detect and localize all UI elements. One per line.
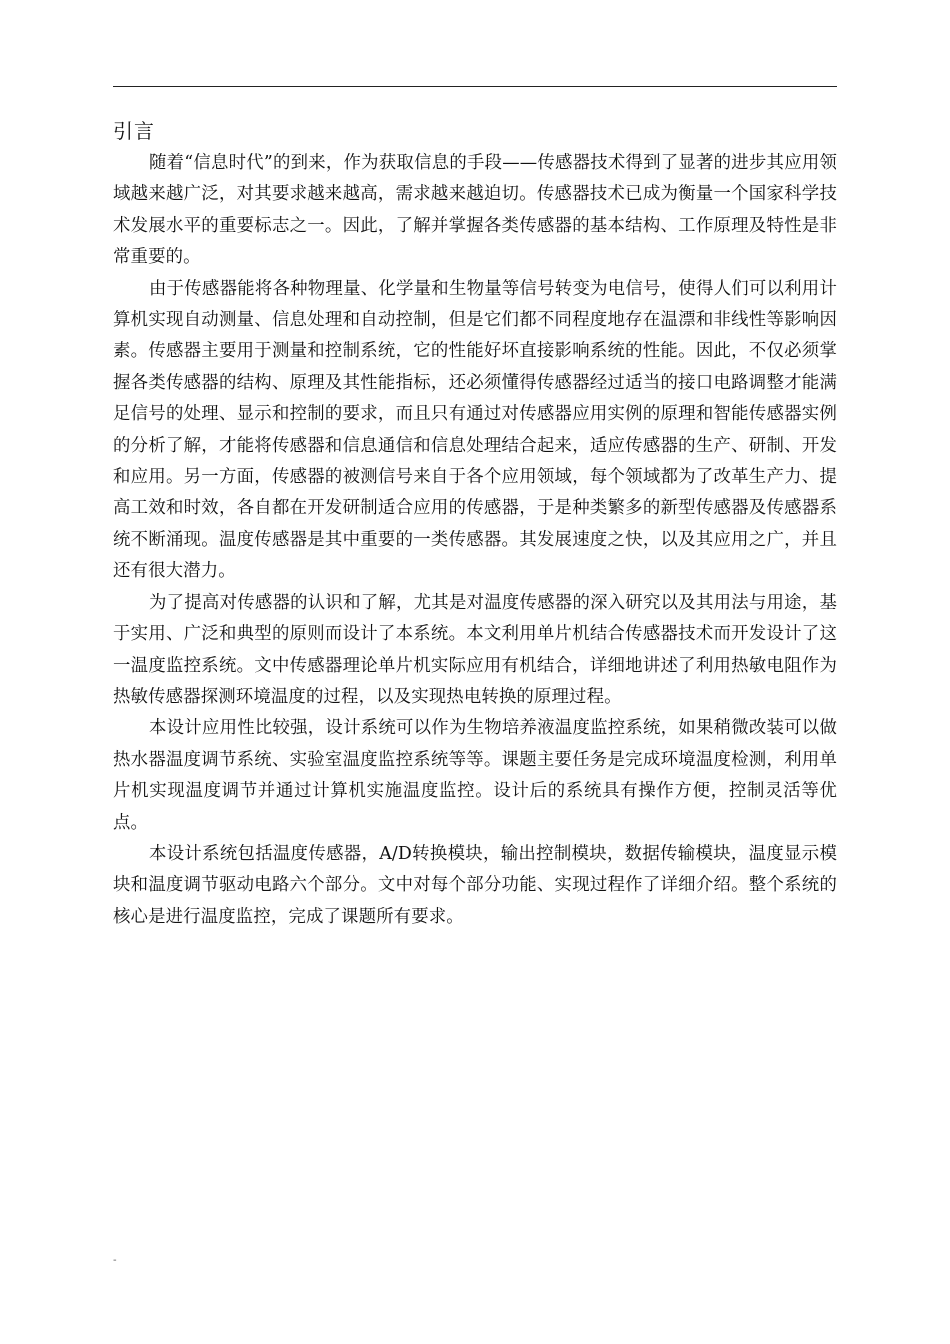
body-text <box>113 148 837 933</box>
paragraph-3: 为了提高对传感器的认识和了解，尤其是对温度传感器的深入研究以及其用法与用途，基于实用、广泛和典型的原则而设计了本系统。本文利用单片机结合传感器技术而开发设计了这一温度监控系统。文中传感器理论单片机实际应用有机结合，详细地讲述了利用热敏电阻作为热敏传感器探测环境温度的过程，以及实现热电转换的原理过程。 <box>113 592 837 707</box>
header-rule <box>113 86 837 87</box>
section-title: 引言 <box>113 119 155 143</box>
footer-mark: - <box>113 1255 117 1266</box>
paragraph-2: 由于传感器能将各种物理量、化学量和生物量等信号转变为电信号，使得人们可以利用计算机实现自动测量、信息处理和自动控制，但是它们都不同程度地存在温漂和非线性等影响因素。传感器主要用于测量和控制系统，它的性能好坏直接影响系统的性能。因此，不仅必须掌握各类传感器的结构、原理及其性能指标，还必须懂得传感器经过适当的接口电路调整才能满足信号的处理、显示和控制的要求，而且只有通过对传感器应用实例的原理和智能传感器实例的分析了解，才能将传感器和信息通信和信息处理结合起来，适应传感器的生产、研制、开发和应用。另一方面，传感器的被测信号来自于各个应用领域，每个领域都为了改革生产力、提高工效和时效，各自都在开发研制适合应用的传感器，于是种类繁多的新型传感器及传感器系统不断涌现。温度传感器是其中重要的一类传感器。其发展速度之快，以及其应用之广，并且还有很大潜力。 <box>113 278 837 582</box>
paragraph-1: 随着“信息时代”的到来，作为获取信息的手段——传感器技术得到了显著的进步其应用领域越来越广泛，对其要求越来越高，需求越来越迫切。传感器技术已成为衡量一个国家科学技术发展水平的重要标志之一。因此，了解并掌握各类传感器的基本结构、工作原理及特性是非常重要的。 <box>113 153 837 268</box>
paragraph-4: 本设计应用性比较强，设计系统可以作为生物培养液温度监控系统，如果稍微改装可以做热水器温度调节系统、实验室温度监控系统等等。课题主要任务是完成环境温度检测，利用单片机实现温度调节并通过计算机实施温度监控。设计后的系统具有操作方便，控制灵活等优点。 <box>113 718 837 833</box>
paragraph-5: 本设计系统包括温度传感器，A/D转换模块，输出控制模块，数据传输模块，温度显示模块和温度调节驱动电路六个部分。文中对每个部分功能、实现过程作了详细介绍。整个系统的核心是进行温度监控，完成了课题所有要求。 <box>113 843 837 927</box>
